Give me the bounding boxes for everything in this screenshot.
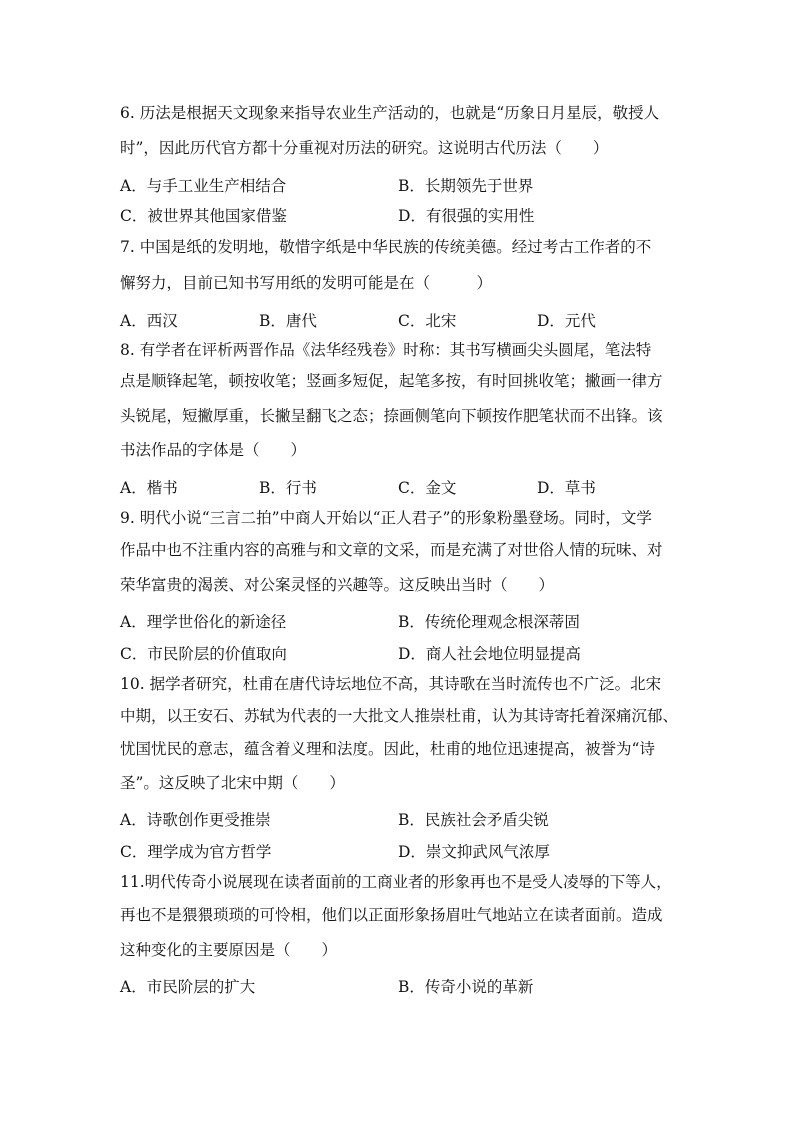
option-a: A．西汉 bbox=[120, 312, 178, 330]
option-a: A．市民阶层的扩大 bbox=[120, 978, 256, 996]
option-b: B．唐代 bbox=[259, 312, 317, 330]
option-c: C．金文 bbox=[398, 479, 457, 497]
question-text-line: 圣”。这反映了北宋中期（ ） bbox=[120, 774, 345, 792]
question-text-line: 点是顺锋起笔，顿按收笔；竖画多短促，起笔多按，有时回挑收笔；撇画一律方 bbox=[120, 372, 663, 390]
question-text-line: 11.明代传奇小说展现在读者面前的工商业者的形象再也不是受人凌辱的下等人， bbox=[120, 873, 672, 891]
question-text-line: 作品中也不注重内容的高雅与和文章的文采，而是充满了对世俗人情的玩味、对 bbox=[120, 541, 663, 559]
option-b: B．传奇小说的革新 bbox=[398, 978, 534, 996]
question-text-line: 荣华富贵的渴羡、对公案灵怪的兴趣等。这反映出当时（ ） bbox=[120, 576, 555, 594]
option-d: D．商人社会地位明显提高 bbox=[398, 645, 581, 663]
option-d: D．草书 bbox=[537, 479, 596, 497]
option-d: D．元代 bbox=[537, 312, 596, 330]
option-c: C．被世界其他国家借鉴 bbox=[120, 207, 287, 225]
option-c: C．市民阶层的价值取向 bbox=[120, 645, 287, 663]
question-text-line: 头锐尾，短撇厚重，长撇呈翻飞之态；捺画侧笔向下顿按作肥笔状而不出锋。该 bbox=[120, 407, 663, 425]
question-text-line: 这种变化的主要原因是（ ） bbox=[120, 941, 338, 959]
question-text-line: 8. 有学者在评析两晋作品《法华经残卷》时称：其书写横画尖头圆尾，笔法特 bbox=[120, 341, 652, 359]
question-text-line: 书法作品的字体是（ ） bbox=[120, 441, 307, 459]
option-a: A．理学世俗化的新途径 bbox=[120, 613, 287, 631]
question-text-line: 懈努力，目前已知书写用纸的发明可能是在（ ） bbox=[120, 274, 493, 292]
option-a: A．与手工业生产相结合 bbox=[120, 177, 287, 195]
option-a: A．诗歌创作更受推崇 bbox=[120, 811, 271, 829]
question-text-line: 7. 中国是纸的发明地，敬惜字纸是中华民族的传统美德。经过考古工作者的不 bbox=[120, 238, 652, 256]
question-text-line: 中期，以王安石、苏轼为代表的一大批文人推崇杜甫，认为其诗寄托着深痛沉郁、 bbox=[120, 707, 679, 725]
option-c: C．理学成为官方哲学 bbox=[120, 843, 272, 861]
option-c: C．北宋 bbox=[398, 312, 457, 330]
option-b: B．行书 bbox=[259, 479, 317, 497]
question-text-line: 10. 据学者研究，杜甫在唐代诗坛地位不高，其诗歌在当时流传也不广泛。北宋 bbox=[120, 675, 662, 693]
option-a: A．楷书 bbox=[120, 479, 178, 497]
option-b: B．民族社会矛盾尖锐 bbox=[398, 811, 549, 829]
question-text-line: 9. 明代小说“三言二拍”中商人开始以“正人君子”的形象粉墨登场。同时，文学 bbox=[120, 509, 652, 527]
question-text-line: 忧国忧民的意志，蕴含着义理和法度。因此，杜甫的地位迅速提高，被誉为“诗 bbox=[120, 740, 655, 758]
option-d: D．有很强的实用性 bbox=[398, 207, 535, 225]
question-text-line: 时”，因此历代官方都十分重视对历法的研究。这说明古代历法（ ） bbox=[120, 139, 609, 157]
question-text-line: 6. 历法是根据天文现象来指导农业生产活动的，也就是“历象日月星辰，敬授人 bbox=[120, 104, 660, 122]
option-b: B．长期领先于世界 bbox=[398, 177, 534, 195]
option-d: D．崇文抑武风气浓厚 bbox=[398, 843, 550, 861]
option-b: B．传统伦理观念根深蒂固 bbox=[398, 613, 580, 631]
question-text-line: 再也不是猥猥琐琐的可怜相，他们以正面形象扬眉吐气地站立在读者面前。造成 bbox=[120, 906, 663, 924]
